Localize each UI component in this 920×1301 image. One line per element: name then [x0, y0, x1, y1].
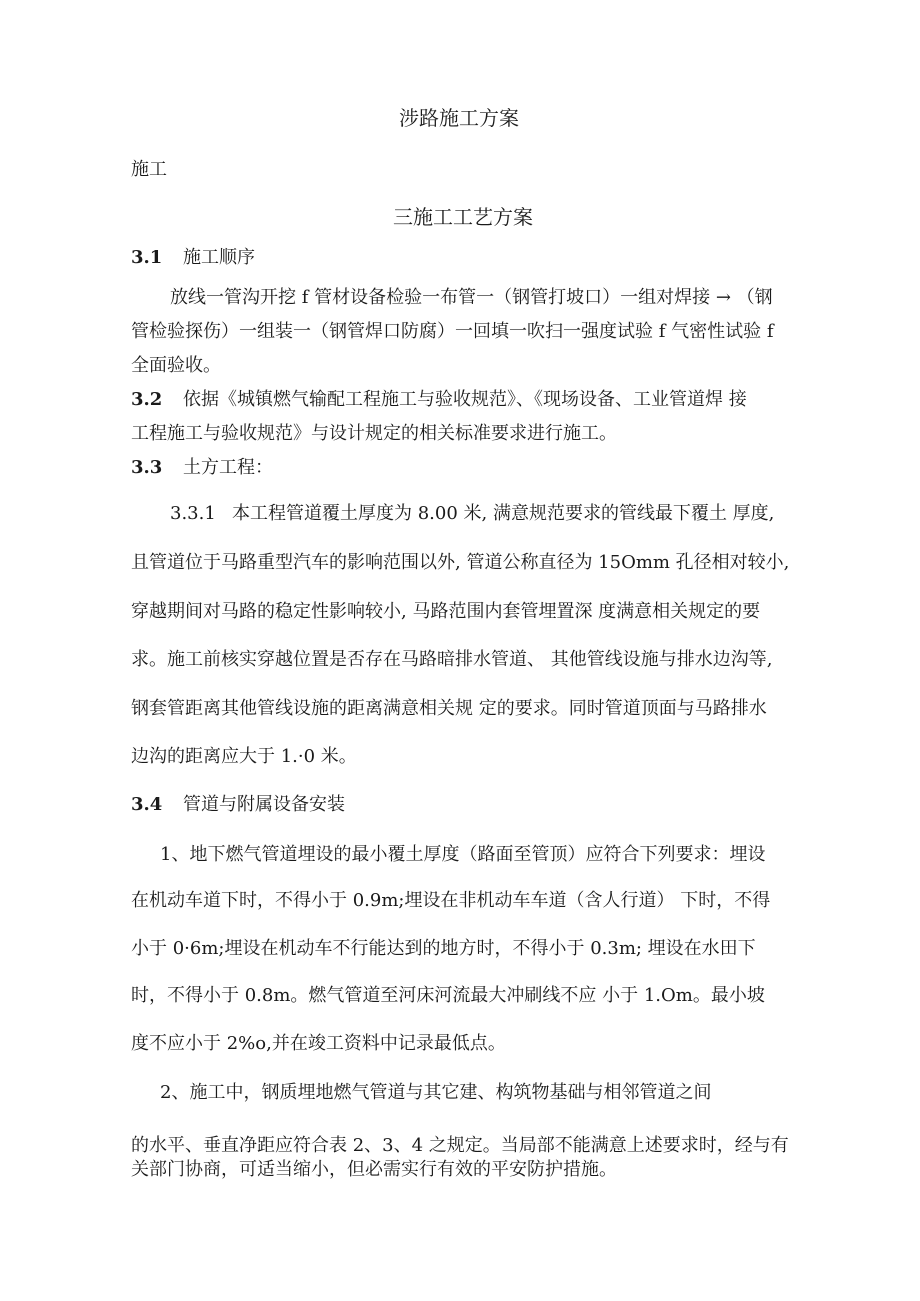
paragraph-line: 且管道位于马路重型汽车的影响范围以外, 管道公称直径为 15Omm 孔径相对较小,	[131, 552, 790, 573]
subsection-number: 3.3.1	[170, 503, 216, 524]
paragraph-line: 的水平、垂直净距应符合表 2、3、4 之规定。当局部不能满意上述要求时，经与有	[131, 1135, 789, 1156]
paragraph-line: 放线一管沟开挖 f 管材设备检验一布管一（钢管打坡口）一组对焊接 → （钢	[170, 287, 773, 308]
section-3-3-heading	[131, 456, 273, 480]
section-heading-text: 施工顺序	[183, 247, 255, 268]
paragraph-line: 管检验探伤）一组装一（钢管焊口防腐）一回填一吹扫一强度试验 f 气密性试验 f	[131, 321, 774, 342]
section-number: 3.4	[131, 794, 163, 815]
construction-label: 施工	[131, 159, 167, 180]
section-3-1-heading	[131, 246, 255, 270]
section-3-2	[131, 388, 747, 412]
paragraph-line: 全面验收。	[131, 355, 221, 376]
subsection-3-3-1	[170, 502, 774, 526]
paragraph-line: 关部门协商，可适当缩小，但必需实行有效的平安防护措施。	[131, 1159, 617, 1180]
paragraph-line: 本工程管道覆土厚度为 8.00 米, 满意规范要求的管线最下覆土 厚度,	[232, 503, 775, 524]
paragraph-line: 边沟的距离应大于 1.·0 米。	[131, 746, 357, 767]
section-heading-text: 土方工程：	[183, 457, 273, 478]
document-title: 涉路施工方案	[399, 106, 519, 130]
paragraph-line: 穿越期间对马路的稳定性影响较小, 马路范围内套管埋置深 度满意相关规定的要	[131, 601, 761, 622]
section-number: 3.3	[131, 457, 163, 478]
paragraph-line: 度不应小于 2%o,并在竣工资料中记录最低点。	[131, 1033, 506, 1054]
paragraph-line: 求。施工前核实穿越位置是否存在马路暗排水管道、 其他管线设施与排水边沟等,	[131, 649, 773, 670]
paragraph-line: 2、施工中，钢质埋地燃气管道与其它建、构筑物基础与相邻管道之间	[160, 1082, 712, 1103]
section-title: 三施工工艺方案	[393, 205, 533, 229]
paragraph-line: 工程施工与验收规范》与设计规定的相关标准要求进行施工。	[131, 423, 617, 444]
paragraph-line: 时，不得小于 0.8m。燃气管道至河床河流最大冲刷线不应 小于 1.Om。最小坡	[131, 985, 765, 1006]
paragraph-line: 依据《城镇燃气输配工程施工与验收规范》、《现场设备、工业管道焊 接	[183, 389, 747, 410]
section-heading-text: 管道与附属设备安装	[183, 794, 345, 815]
paragraph-line: 小于 0·6m;埋设在机动车不行能达到的地方时，不得小于 0.3m; 埋设在水田下	[131, 938, 756, 959]
section-number: 3.2	[131, 389, 163, 410]
paragraph-line: 1、地下燃气管道埋设的最小覆土厚度（路面至管顶）应符合下列要求：埋设	[160, 844, 766, 865]
section-3-4-heading	[131, 793, 345, 817]
paragraph-line: 钢套管距离其他管线设施的距离满意相关规 定的要求。同时管道顶面与马路排水	[131, 698, 767, 719]
section-number: 3.1	[131, 247, 163, 268]
paragraph-line: 在机动车道下时，不得小于 0.9m;埋设在非机动车车道（含人行道） 下时，不得	[131, 890, 771, 911]
